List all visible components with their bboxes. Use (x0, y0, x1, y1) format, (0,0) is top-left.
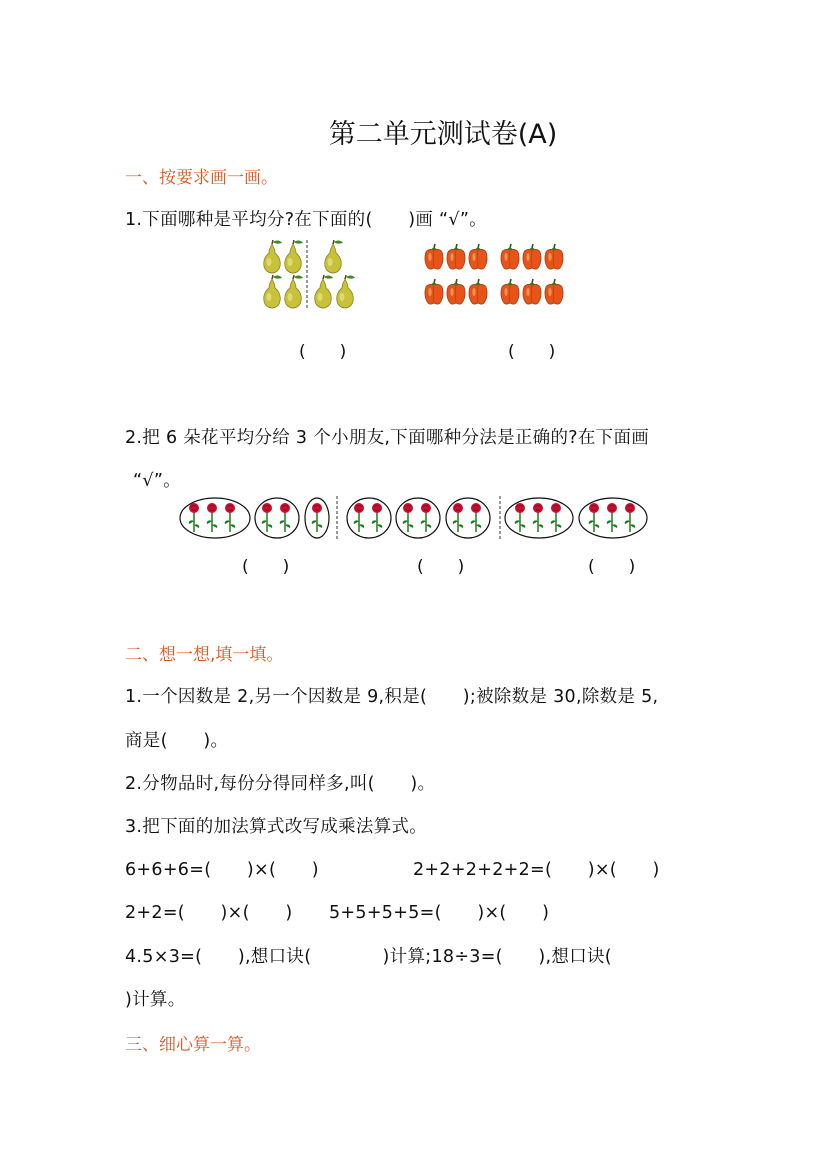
pear-icon (264, 275, 282, 308)
pepper-icon (501, 244, 519, 269)
pear-icon (285, 240, 303, 273)
q2-3-text: 3.把下面的加法算式改写成乘法算式。 (125, 817, 428, 837)
q1-1-answer-2[interactable]: ( ) (508, 342, 556, 362)
pepper-icon (447, 244, 465, 269)
rose-icon (312, 503, 323, 532)
q2-4-line1: 4.5×3=( ),想口诀( )计算;18÷3=( ),想口诀( (125, 947, 612, 967)
rose-icon (354, 503, 365, 532)
q1-2-answer-2[interactable]: ( ) (417, 557, 465, 577)
rose-icon (515, 503, 526, 532)
section-1-heading: 一、按要求画一画。 (125, 168, 278, 188)
rose-icon (189, 503, 200, 532)
rose-icon (589, 503, 600, 532)
section-3-heading: 三、细心算一算。 (125, 1035, 261, 1055)
pear-icon (337, 275, 355, 308)
pepper-icon (523, 244, 541, 269)
pear-picture (255, 238, 365, 310)
flower-picture (178, 494, 650, 542)
pepper-icon (501, 279, 519, 304)
pear-icon (315, 275, 333, 308)
flower-group-ellipse (255, 498, 299, 538)
pepper-picture (423, 243, 573, 309)
pepper-icon (425, 279, 443, 304)
pepper-icon (545, 244, 563, 269)
q1-2-text-line2: “√”。 (133, 471, 181, 491)
rose-icon (372, 503, 383, 532)
page-title: 第二单元测试卷(A) (328, 119, 558, 150)
rose-icon (607, 503, 618, 532)
rose-icon (207, 503, 218, 532)
rose-icon (421, 503, 432, 532)
pepper-icon (469, 279, 487, 304)
q1-1-text: 1.下面哪种是平均分?在下面的( )画 “√”。 (125, 210, 487, 230)
rose-icon (262, 503, 273, 532)
pear-icon (264, 240, 282, 273)
pear-icon (325, 240, 343, 273)
pepper-icon (425, 244, 443, 269)
q1-2-answer-3[interactable]: ( ) (588, 557, 636, 577)
pepper-icon (545, 279, 563, 304)
equation-2b: 5+5+5+5=( )×( ) (329, 903, 550, 923)
q2-1-line2: 商是( )。 (125, 731, 229, 751)
rose-icon (625, 503, 636, 532)
equation-1a: 6+6+6=( )×( ) (125, 860, 319, 880)
flower-group-ellipse (396, 498, 440, 538)
q2-4-line2: )计算。 (125, 990, 186, 1010)
rose-icon (280, 503, 291, 532)
section-2-heading: 二、想一想,填一填。 (125, 645, 284, 665)
pear-icon (285, 275, 303, 308)
flower-group-ellipse (446, 498, 490, 538)
q2-2-text: 2.分物品时,每份分得同样多,叫( )。 (125, 774, 436, 794)
q1-2-text-line1: 2.把 6 朵花平均分给 3 个小朋友,下面哪种分法是正确的?在下面画 (125, 428, 650, 448)
rose-icon (533, 503, 544, 532)
flower-group-ellipse (347, 498, 391, 538)
equation-1b: 2+2+2+2+2=( )×( ) (413, 860, 660, 880)
rose-icon (551, 503, 562, 532)
q1-1-answer-1[interactable]: ( ) (299, 342, 347, 362)
pepper-icon (523, 279, 541, 304)
rose-icon (471, 503, 482, 532)
pepper-icon (469, 244, 487, 269)
rose-icon (225, 503, 236, 532)
q1-2-answer-1[interactable]: ( ) (242, 557, 290, 577)
pepper-icon (447, 279, 465, 304)
rose-icon (453, 503, 464, 532)
q2-1-line1: 1.一个因数是 2,另一个因数是 9,积是( );被除数是 30,除数是 5, (125, 687, 659, 707)
equation-2a: 2+2=( )×( ) (125, 903, 293, 923)
rose-icon (403, 503, 414, 532)
